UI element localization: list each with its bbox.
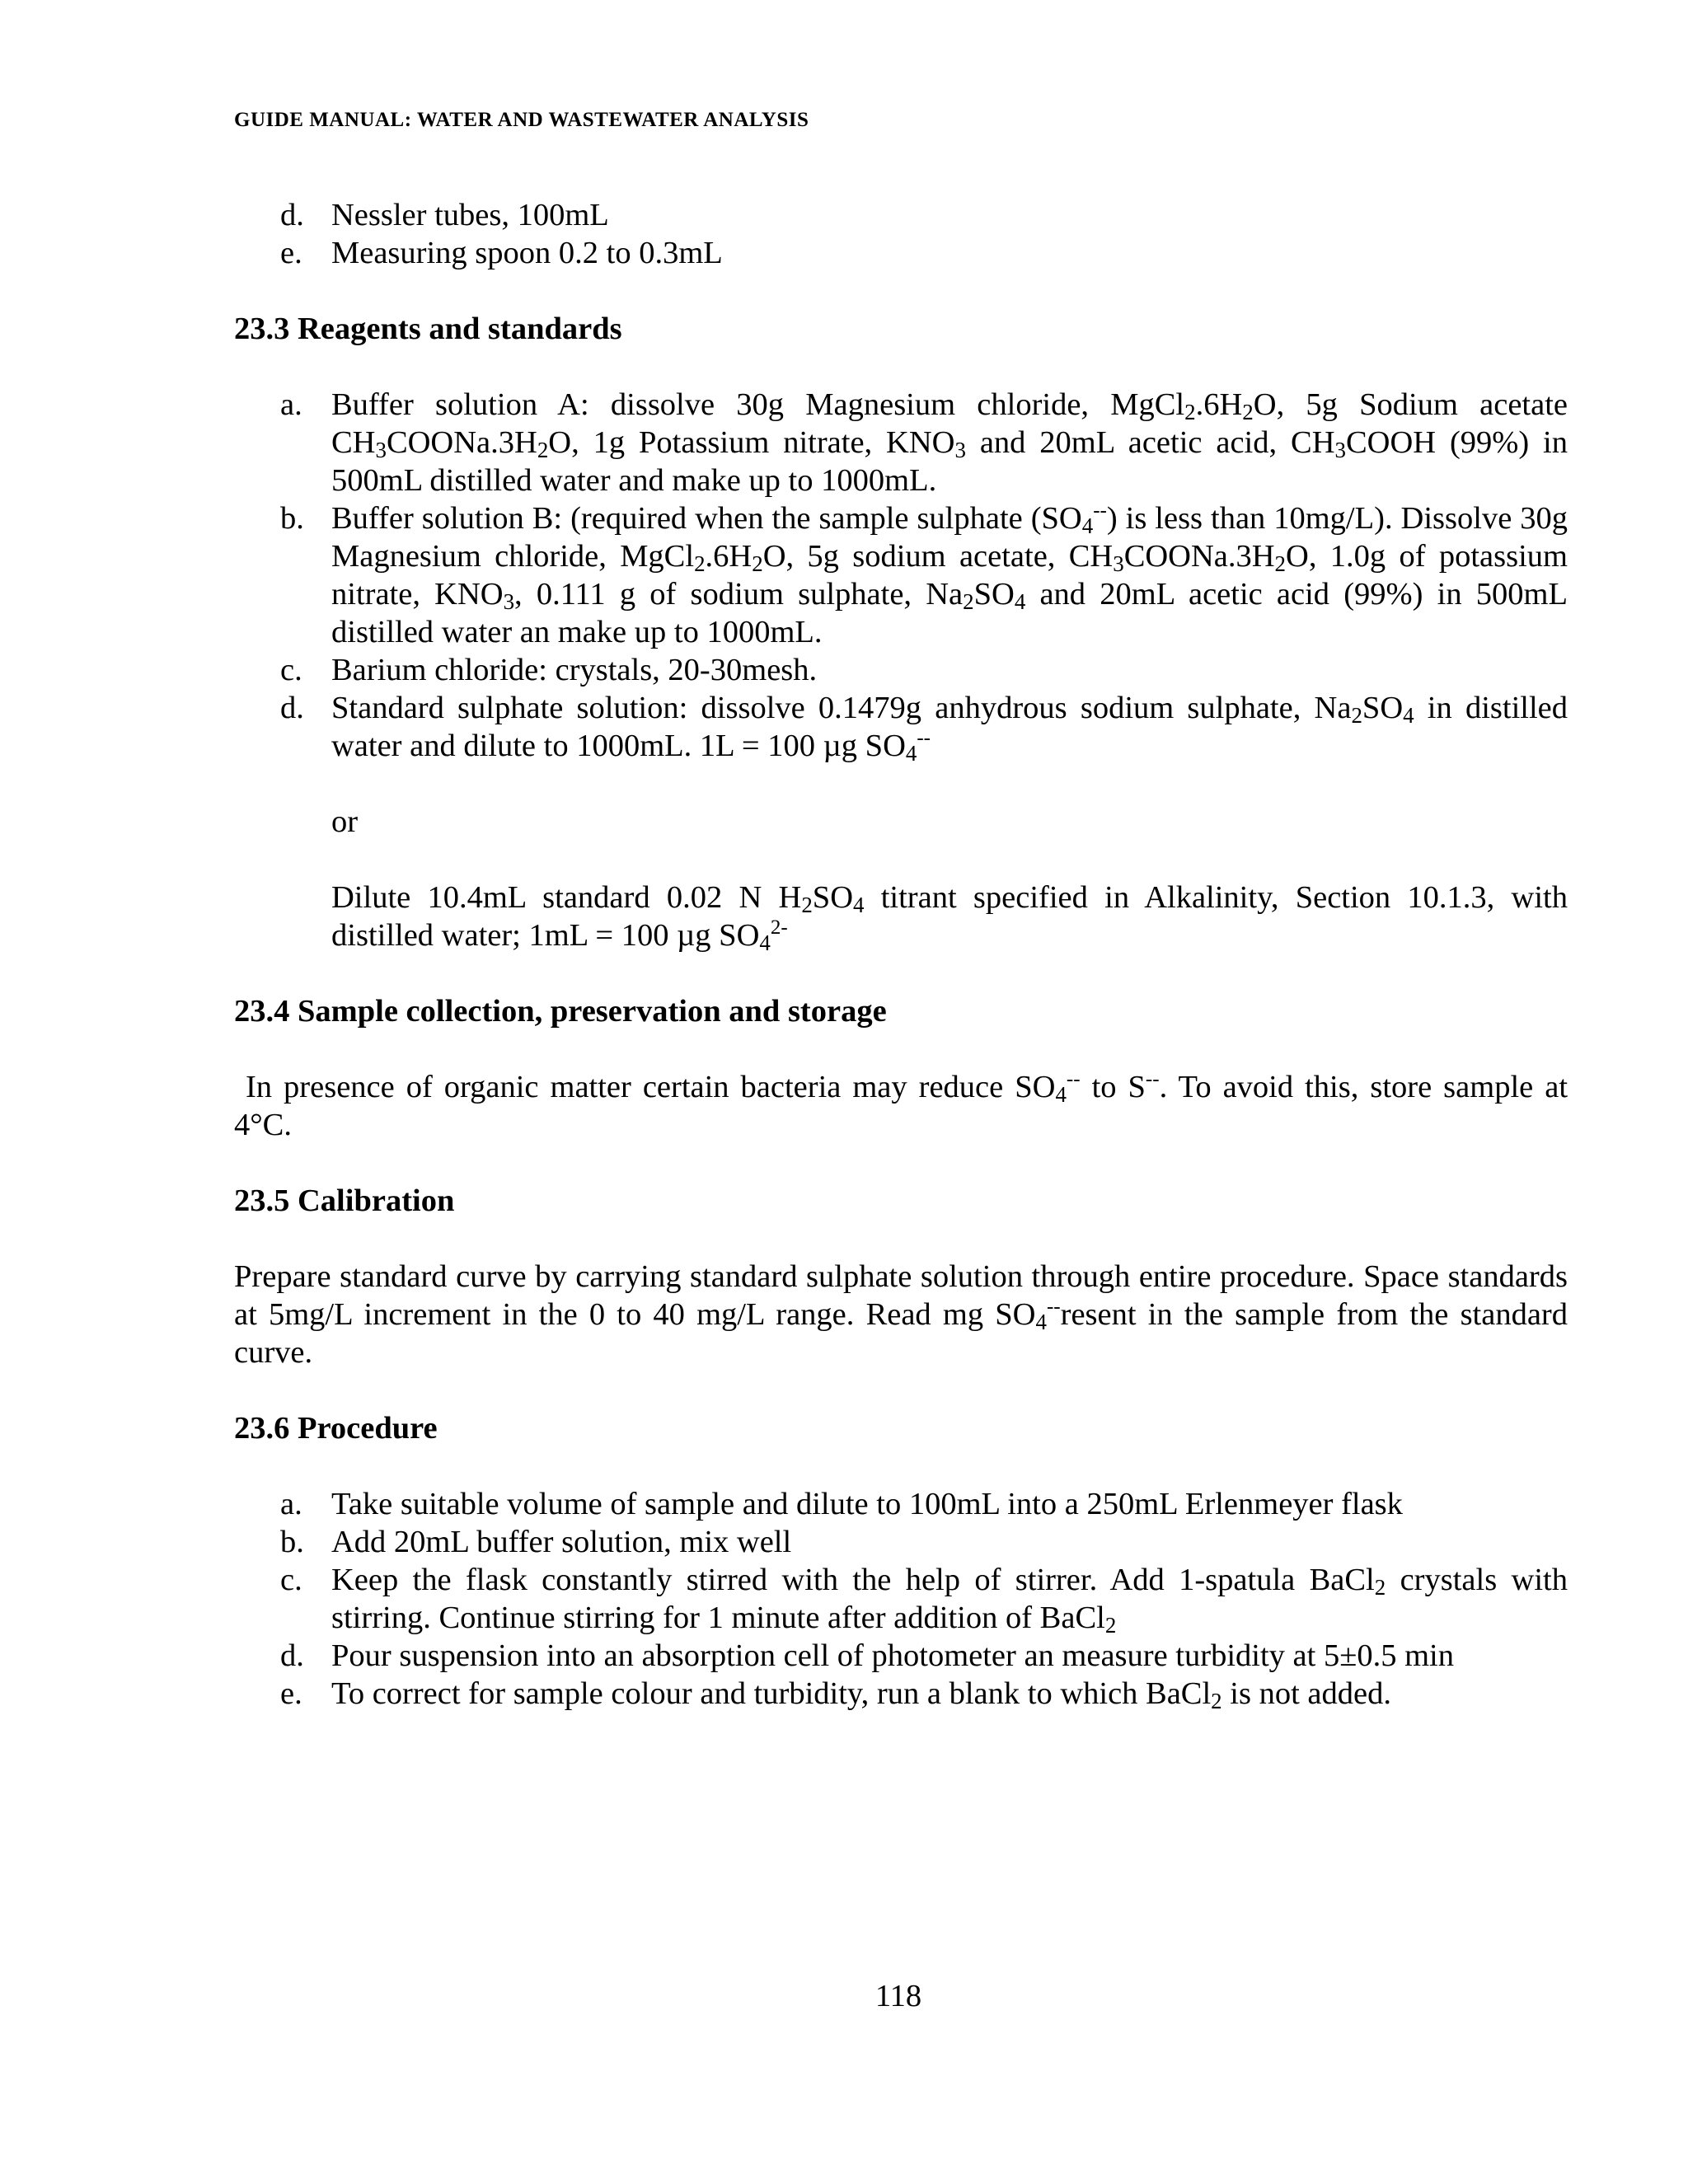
procedure-step: e. To correct for sample colour and turbidity, run a blank to which BaCl$_2$ is not added. — [280, 1676, 1391, 1713]
procedure-step: c. Keep the flask constantly stirred with the help of stirrer. Add 1-spatula BaCl$_2$ crystals with stirring. Continue stirring for 1 minute after addition of BaCl$_2$ — [280, 1563, 1568, 1638]
reagent-barium-chloride: c. Barium chloride: crystals, 20-30mesh. — [280, 653, 818, 687]
list-item: d. Nessler tubes, 100mL — [280, 198, 609, 232]
reagents-list — [234, 386, 1568, 765]
running-header: GUIDE MANUAL: WATER AND WASTEWATER ANALYSIS — [234, 109, 809, 131]
section-heading-reagents: 23.3 Reagents and standards — [234, 312, 622, 346]
reagent-alternative: Dilute 10.4mL standard 0.02 N $H_2SO_4$ titrant specified in Alkalinity, Section 10.1.3, with distilled water; 1mL = 100 µg $SO_4^{2-}$ — [331, 880, 1568, 955]
procedure-step: a. Take suitable volume of sample and dilute to 100mL into a 250mL Erlenmeyer flask — [280, 1487, 1403, 1521]
procedure-list — [234, 1485, 1568, 1713]
section-heading-calibration: 23.5 Calibration — [234, 1183, 455, 1218]
calibration-paragraph: Prepare standard curve by carrying standard sulphate solution through entire procedure. Space standards at 5mg/L increment in the 0 to 40 mg/L range. Read mg $SO_4^{--}resent$ in the sample from the standard curve. — [234, 1259, 1568, 1370]
page-number: 118 — [874, 1979, 922, 2013]
apparatus-list-continued — [234, 196, 1568, 272]
page-content — [234, 196, 1568, 1713]
procedure-step: b. Add 20mL buffer solution, mix well — [280, 1525, 792, 1559]
reagent-buffer-a: a. Buffer solution A: dissolve 30g Magnesium chloride, $MgCl_2.6H_2O$, 5g Sodium acetate $CH_3COONa.3H_2O$, 1g Potassium nitrate, $KNO_3$ and 20mL acetic acid, $CH_3COOH$ (99%) in 500mL distilled water and make up to 1000mL. — [280, 387, 1568, 498]
reagent-standard-sulphate: d. Standard sulphate solution: dissolve 0.1479g anhydrous sodium sulphate, $Na_2SO_4$ in distilled water and dilute to 1000mL. 1L = 100 µg $SO_4^{--}$ — [280, 691, 1568, 766]
reagent-buffer-b: b. Buffer solution B: (required when the sample sulphate $(SO_4^{--})$ is less than 10mg/L). Dissolve 30g Magnesium chloride, $MgCl_2.6H_2O$, 5g sodium acetate, $CH_3COONa.3H_2O$, 1.0g of potassium nitrate, $KNO_3$, 0.111 g of sodium sulphate, $Na_2SO_4$ and 20mL acetic acid (99%) in 500mL distilled water an make up to 1000mL. — [280, 499, 1568, 649]
procedure-step: d. Pour suspension into an absorption cell of photometer an measure turbidity at 5±0.5 min — [280, 1638, 1454, 1673]
section-heading-procedure: 23.6 Procedure — [234, 1411, 438, 1446]
sample-paragraph: In presence of organic matter certain bacteria may reduce $SO_4^{--}$ to S--. To avoid this, store sample at 4°C. — [234, 1068, 1568, 1142]
section-heading-sample: 23.4 Sample collection, preservation and storage — [234, 994, 887, 1029]
or-text: or — [331, 804, 359, 839]
list-item: e. Measuring spoon 0.2 to 0.3mL — [280, 236, 723, 270]
